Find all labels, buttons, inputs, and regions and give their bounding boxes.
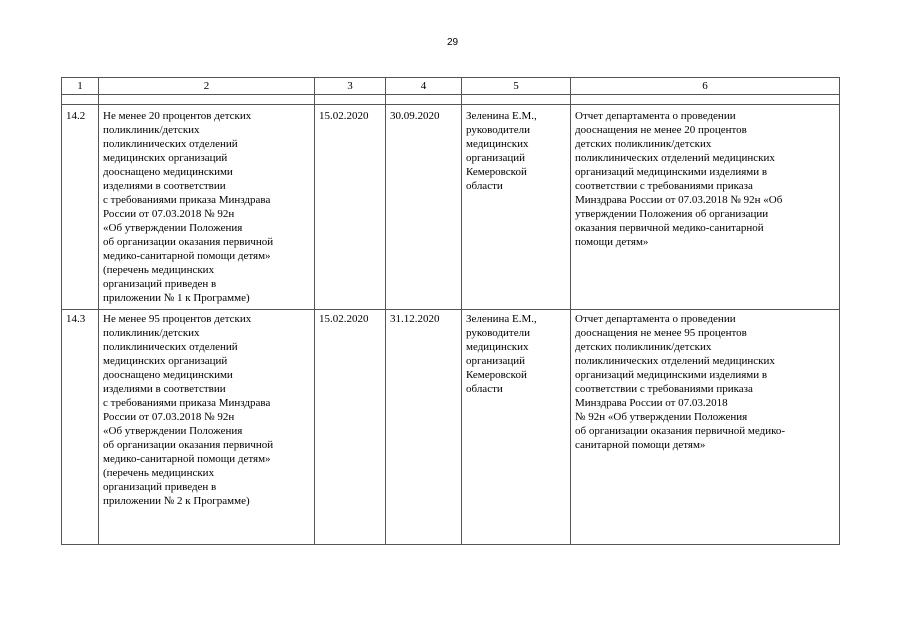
row-number: 14.3 [62,310,99,545]
column-header-6: 6 [571,78,840,95]
plan-table [61,77,840,545]
responsible: Зеленина Е.М., руководители медицинских организаций Кемеровской области [462,310,571,545]
column-header-5: 5 [462,78,571,95]
task-description: Не менее 20 процентов детских поликлиник/детских поликлинических отделений медицинских организаций дооснащено медицинскими изделиями в соответствии с требованиями приказа Минздрава России от 07.03.2018 № 92н «Об утверждении Положения об организации оказания первичной медико-санитарной помощи детям» (перечень медицинских организаций приведен в приложении № 1 к Программе) [99,105,315,310]
end-date: 30.09.2020 [386,105,462,310]
table-row [62,310,840,545]
table-header-row [62,78,840,95]
start-date: 15.02.2020 [315,310,386,545]
responsible: Зеленина Е.М., руководители медицинских организаций Кемеровской области [462,105,571,310]
row-number: 14.2 [62,105,99,310]
end-date: 31.12.2020 [386,310,462,545]
page-number: 29 [446,37,459,48]
column-header-2: 2 [99,78,315,95]
result-description: Отчет департамента о проведении дооснащения не менее 95 процентов детских поликлиник/детских поликлинических отделений медицинских организаций медицинскими изделиями в соответствии с требованиями приказа Минздрава России от 07.03.2018 № 92н «Об утверждении Положения об организации оказания первичной медико- санитарной помощи детям» [571,310,840,545]
column-header-1: 1 [62,78,99,95]
start-date: 15.02.2020 [315,105,386,310]
table-spacer-row [62,95,840,105]
column-header-3: 3 [315,78,386,95]
result-description: Отчет департамента о проведении дооснащения не менее 20 процентов детских поликлиник/детских поликлинических отделений медицинских организаций медицинскими изделиями в соответствии с требованиями приказа Минздрава России от 07.03.2018 № 92н «Об утверждении Положения об организации оказания первичной медико-санитарной помощи детям» [571,105,840,310]
task-description: Не менее 95 процентов детских поликлиник/детских поликлинических отделений медицинских организаций дооснащено медицинскими изделиями в соответствии с требованиями приказа Минздрава России от 07.03.2018 № 92н «Об утверждении Положения об организации оказания первичной медико-санитарной помощи детям» (перечень медицинских организаций приведен в приложении № 2 к Программе) [99,310,315,545]
column-header-4: 4 [386,78,462,95]
table-row [62,105,840,310]
